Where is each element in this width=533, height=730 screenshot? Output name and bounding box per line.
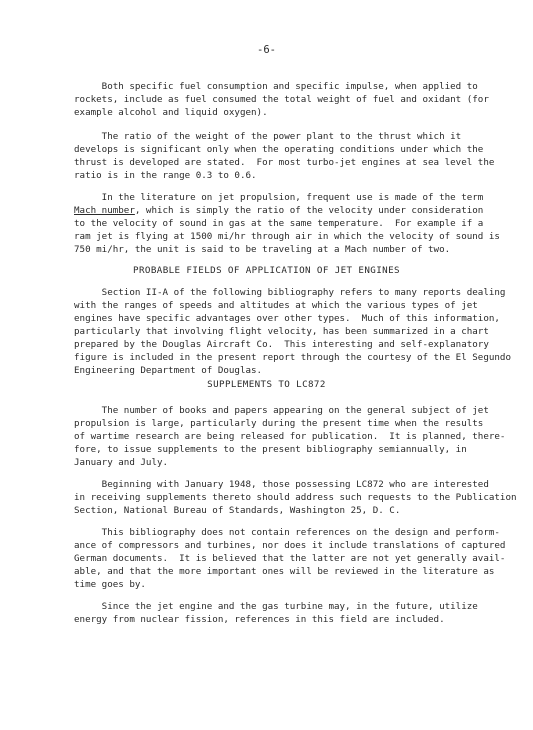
- text-line: Engineering Department of Douglas.: [74, 365, 263, 376]
- section-heading-probable-fields: PROBABLE FIELDS OF APPLICATION OF JET ENGINES: [133, 265, 400, 276]
- paragraph-nuclear-fission: [74, 600, 504, 626]
- text-line: fore, to issue supplements to the present bibliography semiannually, in: [74, 444, 467, 455]
- text-line: Beginning with January 1948, those possessing LC872 who are interested: [74, 479, 489, 490]
- paragraph-number-of-books: [74, 404, 504, 469]
- text-line: 750 mi/hr, the unit is said to be traveling at a Mach number of two.: [74, 244, 451, 255]
- text-line: of wartime research are being released for publication. It is planned, there-: [74, 431, 506, 442]
- page-number: -6-: [257, 44, 276, 56]
- text-line: Section II-A of the following bibliography refers to many reports dealing: [74, 287, 506, 298]
- text-line: in receiving supplements thereto should address such requests to the Publication: [74, 492, 517, 503]
- paragraph-fuel-consumption: [74, 80, 504, 119]
- paragraph-mach-number: [74, 191, 504, 256]
- text-line: Both specific fuel consumption and specific impulse, when applied to: [74, 81, 478, 92]
- text-line: In the literature on jet propulsion, frequent use is made of the term: [74, 192, 484, 203]
- text-line: develops is significant only when the operating conditions under which the: [74, 144, 484, 155]
- text-line: Since the jet engine and the gas turbine may, in the future, utilize: [74, 601, 478, 612]
- text-line: The ratio of the weight of the power plant to the thrust which it: [74, 131, 462, 142]
- text-line: This bibliography does not contain references on the design and perform-: [74, 527, 500, 538]
- text-line: January and July.: [74, 457, 169, 468]
- text-line: The number of books and papers appearing on the general subject of jet: [74, 405, 489, 416]
- text-line: figure is included in the present report through the courtesy of the El Segundo: [74, 352, 511, 363]
- text-line: ratio is in the range 0.3 to 0.6.: [74, 170, 257, 181]
- term-mach-number: Mach number: [74, 205, 135, 216]
- text-line: rockets, include as fuel consumed the total weight of fuel and oxidant (for: [74, 94, 489, 105]
- section-heading-supplements: SUPPLEMENTS TO LC872: [207, 379, 326, 390]
- text-line: thrust is developed are stated. For most turbo-jet engines at sea level the: [74, 157, 495, 168]
- text-line: German documents. It is believed that the latter are not yet generally avail-: [74, 553, 506, 564]
- text-line: prepared by the Douglas Aircraft Co. This interesting and self-explanatory: [74, 339, 489, 350]
- text-line: engines have specific advantages over other types. Much of this information,: [74, 313, 500, 324]
- text-line: with the ranges of speeds and altitudes at which the various types of jet: [74, 300, 478, 311]
- text-line: example alcohol and liquid oxygen).: [74, 107, 268, 118]
- text-line: propulsion is large, particularly during the present time when the results: [74, 418, 484, 429]
- text-line: ram jet is flying at 1500 mi/hr through air in which the velocity of sound is: [74, 231, 500, 242]
- paragraph-section-ii-a: [74, 286, 511, 377]
- text-line: time goes by.: [74, 579, 146, 590]
- paragraph-weight-ratio: [74, 130, 504, 182]
- text-line: to the velocity of sound in gas at the same temperature. For example if a: [74, 218, 484, 229]
- text-line: energy from nuclear fission, references in this field are included.: [74, 614, 445, 625]
- paragraph-bibliography-scope: [74, 526, 504, 591]
- text-line: particularly that involving flight velocity, has been summarized in a chart: [74, 326, 489, 337]
- paragraph-beginning-january: [74, 478, 517, 517]
- text-line: able, and that the more important ones will be reviewed in the literature as: [74, 566, 495, 577]
- text-line: Mach number, which is simply the ratio of the velocity under consideration: [74, 205, 484, 216]
- text-line: ance of compressors and turbines, nor does it include translations of captured: [74, 540, 506, 551]
- text-line: Section, National Bureau of Standards, Washington 25, D. C.: [74, 505, 401, 516]
